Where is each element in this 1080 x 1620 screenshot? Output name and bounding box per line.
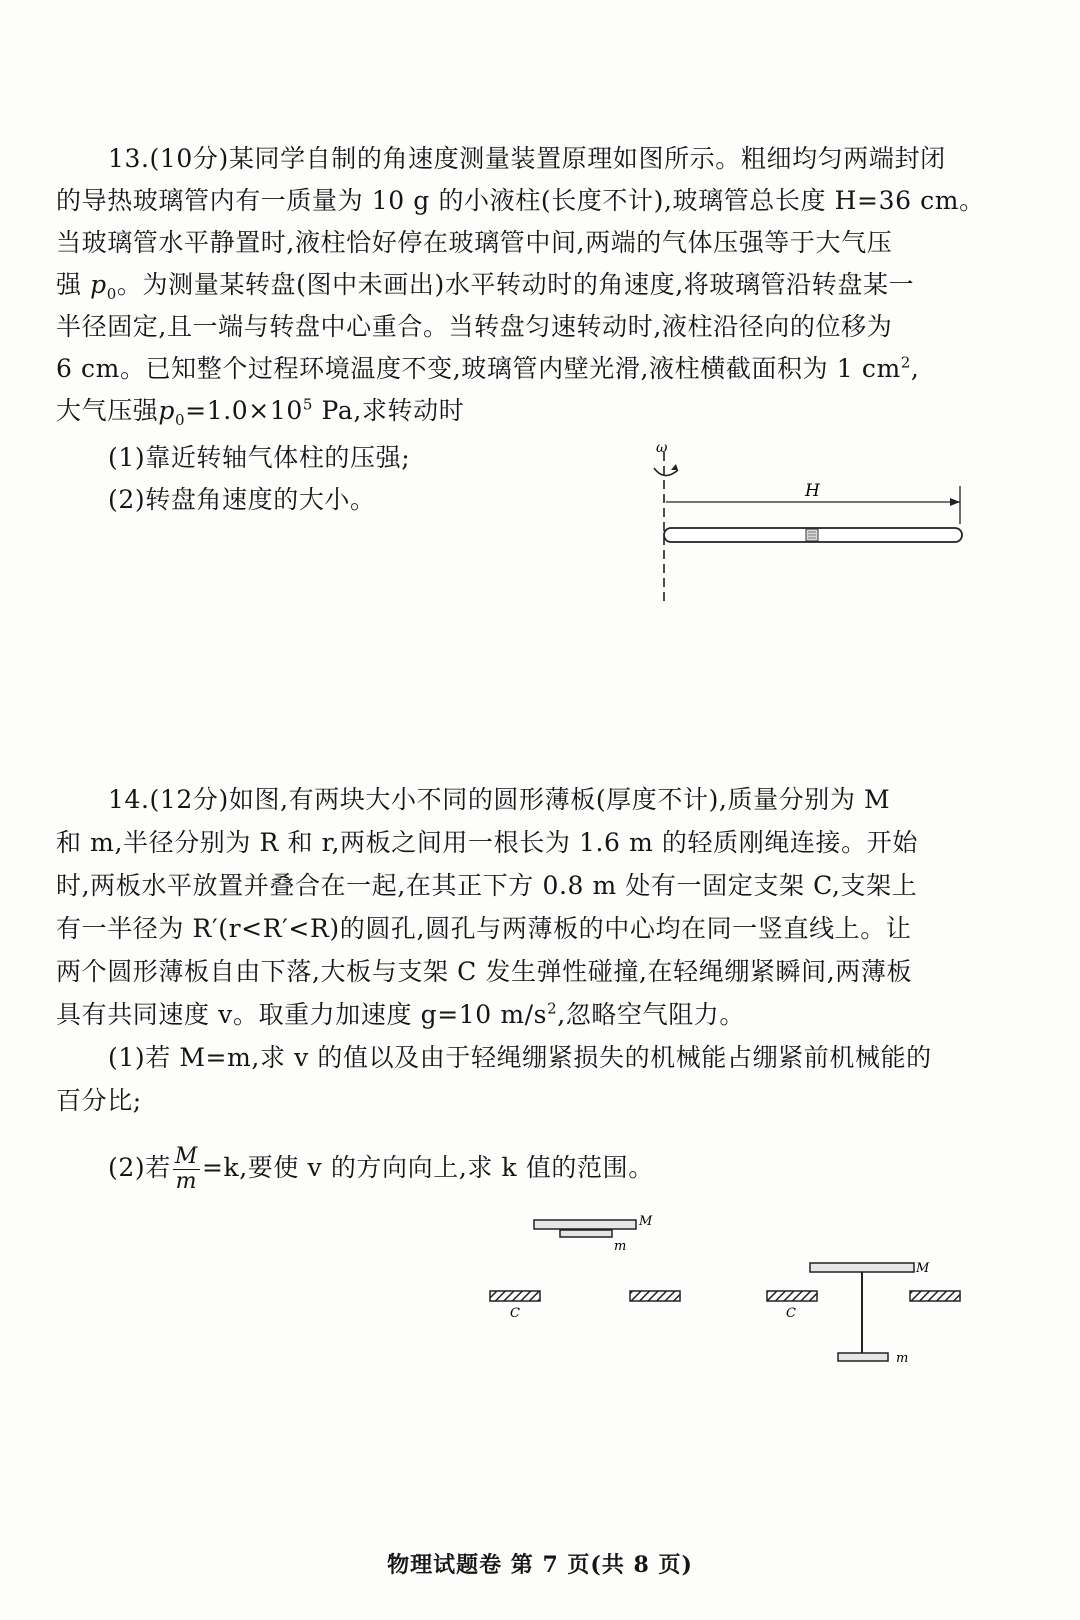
q14-line-1: 14.(12分)如图,有两块大小不同的圆形薄板(厚度不计),质量分别为 M [108,785,891,814]
left-support-C-right [630,1291,680,1301]
q13-line-4: 强 $p_0$。为测量某转盘(图中未画出)水平转动时的角速度,将玻璃管沿转盘某一 [56,270,915,303]
right-m-label: m [896,1351,909,1366]
q14-line-4: 有一半径为 R′(r<R′<R)的圆孔,圆孔与两薄板的中心均在同一竖直线上。让 [56,914,912,943]
q14-sub-question-1b: 百分比; [56,1086,142,1115]
q13-line-2: 的导热玻璃管内有一质量为 10 g 的小液柱(长度不计),玻璃管总长度 H=36 cm。 [56,186,985,215]
q13-line-1: 13.(10分)某同学自制的角速度测量装置原理如图所示。粗细均匀两端封闭 [108,144,946,173]
left-C-label: C [510,1306,520,1321]
q13-sub-question-2: (2)转盘角速度的大小。 [108,485,376,514]
q14-line-2: 和 m,半径分别为 R 和 r,两板之间用一根长为 1.6 m 的轻质刚绳连接。开始 [56,828,918,857]
q14-sub-question-2: (2)若 $\frac{M}{m}$ =k,要使 v 的方向向上,求 k 值的范围。 [108,1144,654,1194]
q14-sub-question-1a: (1)若 M=m,求 v 的值以及由于轻绳绷紧损失的机械能占绷紧前机械能的 [108,1043,932,1072]
q13-sub-question-1: (1)靠近转轴气体柱的压强; [108,443,411,472]
left-plate-m [560,1230,612,1237]
right-C-label: C [786,1306,796,1321]
q13-line-6: 6 cm。已知整个过程环境温度不变,玻璃管内壁光滑,液柱横截面积为 1 $cm^2$, [56,353,920,383]
fraction-M-over-m: $\frac{M}{m}$ [174,1144,198,1194]
right-M-label: M [916,1261,930,1276]
left-M-label: M [639,1214,653,1229]
q14-line-3: 时,两板水平放置并叠合在一起,在其正下方 0.8 m 处有一固定支架 C,支架上 [56,871,918,900]
omega-label: ω [656,440,668,456]
q13-figure [640,430,980,610]
q14-line-5: 两个圆形薄板自由下落,大板与支架 C 发生弹性碰撞,在轻绳绷紧瞬间,两薄板 [56,957,913,986]
q14-figure [480,1205,980,1375]
right-support-C-left [767,1291,817,1301]
right-plate-M [810,1263,914,1272]
q13-line-5: 半径固定,且一端与转盘中心重合。当转盘匀速转动时,液柱沿径向的位移为 [56,312,893,341]
left-m-label: m [614,1239,627,1254]
q13-line-3: 当玻璃管水平静置时,液柱恰好停在玻璃管中间,两端的气体压强等于大气压 [56,228,893,257]
right-plate-m [838,1353,888,1361]
page-footer: 物理试题卷 第 7 页(共 8 页) [387,1552,693,1578]
q14-line-6: 具有共同速度 v。取重力加速度 g=10 $m/s^2$,忽略空气阻力。 [56,999,745,1029]
left-support-C-left [490,1291,540,1301]
q13-line-7: 大气压强$p_0=1.0\times 10^5$ Pa,求转动时 [56,395,465,429]
left-plate-M [534,1220,636,1229]
H-label: H [805,481,820,501]
right-support-C-right [910,1291,960,1301]
